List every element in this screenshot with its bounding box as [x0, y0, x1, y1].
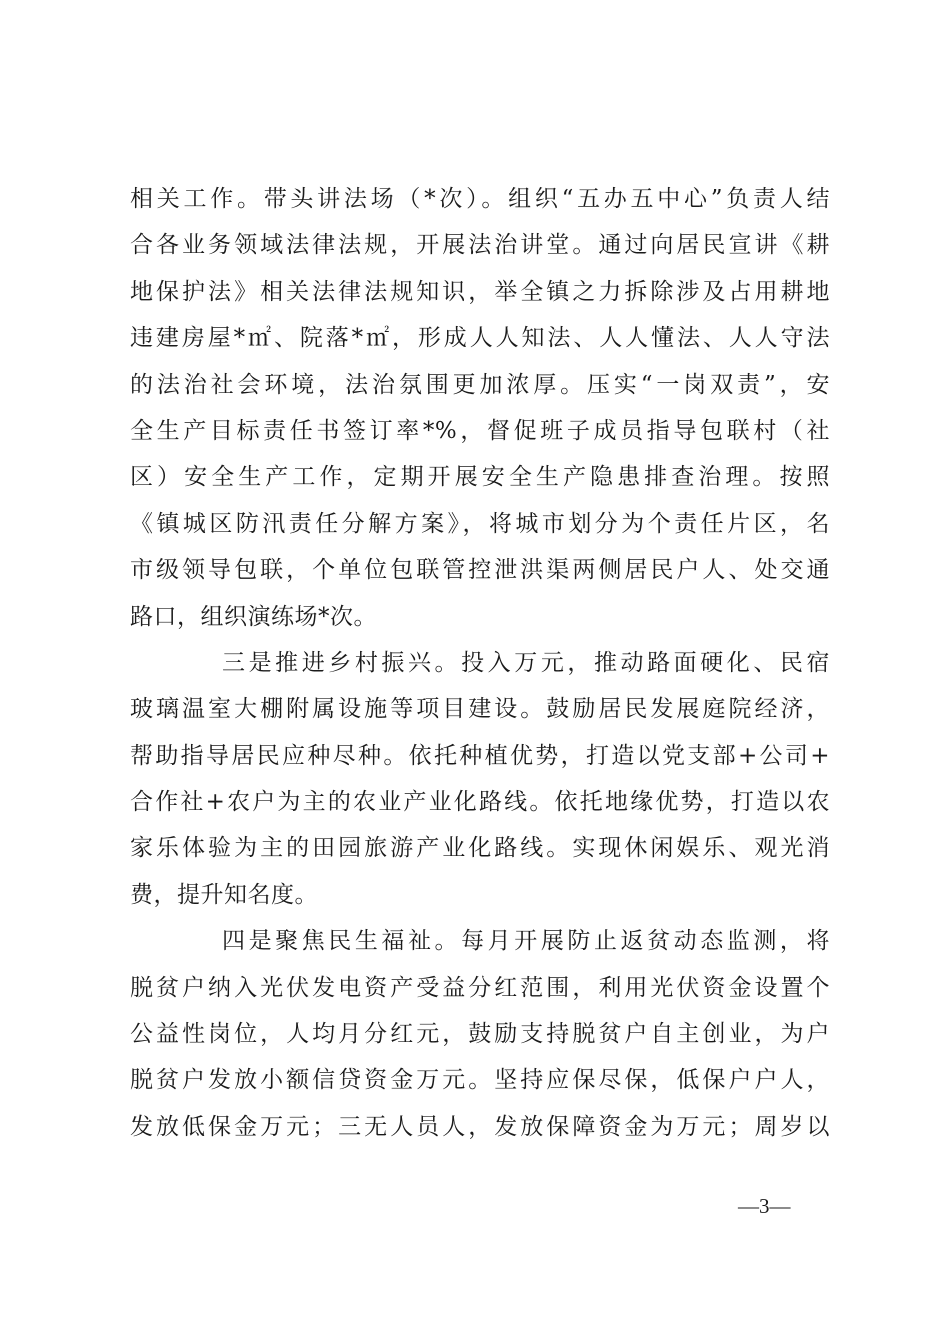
text-line: 地保护法》相关法律法规知识，举全镇之力拆除涉及占用耕地 [130, 278, 830, 305]
text-line: 脱贫户发放小额信贷资金万元。坚持应保尽保，低保户户人， [130, 1067, 830, 1094]
text-line: 路口，组织演练场*次。 [130, 603, 377, 630]
text-line: 脱贫户纳入光伏发电资产受益分红范围，利用光伏资金设置个 [130, 974, 830, 1001]
page-number: —3— [738, 1194, 791, 1218]
text-line: 合各业务领域法律法规，开展法治讲堂。通过向居民宣讲《耕 [130, 232, 830, 259]
body-text [130, 176, 830, 1150]
text-line: 帮助指导居民应种尽种。依托种植优势，打造以党支部+公司+ [130, 742, 830, 769]
text-line: 家乐体验为主的田园旅游产业化路线。实现休闲娱乐、观光消 [130, 835, 830, 862]
text-line: 市级领导包联，个单位包联管控泄洪渠两侧居民户人、处交通 [130, 557, 830, 584]
text-line: 合作社+农户为主的农业产业化路线。依托地缘优势，打造以农 [130, 789, 830, 816]
text-line: 违建房屋*㎡、院落*㎡，形成人人知法、人人懂法、人人守法 [130, 325, 830, 352]
text-line: 发放低保金万元；三无人员人，发放保障资金为万元；周岁以 [130, 1113, 830, 1140]
text-line: 费，提升知名度。 [130, 881, 318, 908]
text-line: 的法治社会环境，法治氛围更加浓厚。压实“一岗双责”，安 [130, 371, 830, 398]
text-line: 《镇城区防汛责任分解方案》，将城市划分为个责任片区，名 [130, 510, 830, 537]
paragraph-heading-line: 三是推进乡村振兴。投入万元，推动路面硬化、民宿 [222, 649, 830, 676]
text-line: 全生产目标责任书签订率*%，督促班子成员指导包联村（社 [130, 417, 830, 444]
paragraph-heading-line: 四是聚焦民生福祉。每月开展防止返贫动态监测，将 [222, 928, 830, 955]
text-line: 公益性岗位，人均月分红元，鼓励支持脱贫户自主创业，为户 [130, 1021, 830, 1048]
text-line: 玻璃温室大棚附属设施等项目建设。鼓励居民发展庭院经济， [130, 696, 830, 723]
text-line: 相关工作。带头讲法场（*次）。组织“五办五中心”负责人结 [130, 186, 830, 212]
text-line: 区）安全生产工作，定期开展安全生产隐患排查治理。按照 [130, 464, 830, 491]
